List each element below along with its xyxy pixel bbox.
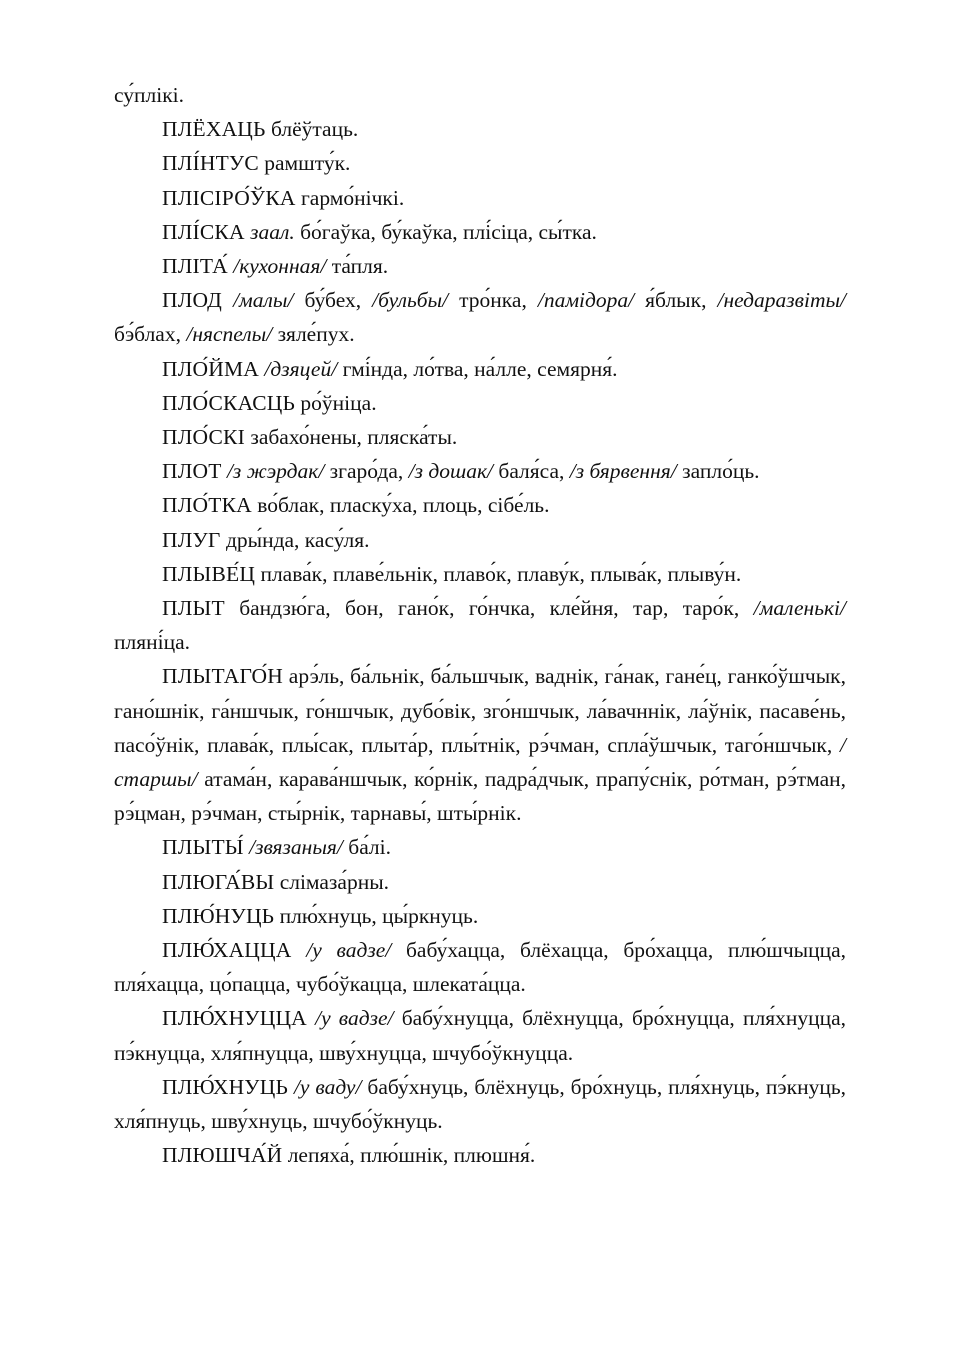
usage-note: /бульбы/ — [372, 288, 449, 313]
entry-headword: ПЛО́СКІ — [162, 425, 245, 450]
dictionary-entry — [114, 352, 846, 386]
dictionary-entry — [114, 488, 846, 522]
entry-headword: ПЛІТА́ — [162, 254, 228, 279]
usage-note: /малы/ — [233, 288, 294, 313]
usage-note: /у вадзе/ — [306, 938, 392, 963]
entry-text: та́пля. — [326, 254, 389, 279]
usage-note: /няспелы/ — [186, 322, 273, 347]
usage-note: заал. — [250, 219, 295, 244]
dictionary-entry — [114, 78, 846, 112]
dictionary-entry — [114, 249, 846, 283]
dictionary-entry — [114, 1070, 846, 1138]
entry-text: бу́бех, — [293, 288, 373, 313]
usage-note: /з жэрдак/ — [226, 459, 325, 484]
usage-note: /памідора/ — [537, 288, 635, 313]
entry-headword: ПЛЫТЫ́ — [162, 835, 244, 860]
entry-headword: ПЛЫТАГО́Н — [162, 664, 283, 689]
usage-note: /з бярвення/ — [569, 459, 677, 484]
dictionary-entry — [114, 865, 846, 899]
entry-text: рамшту́к. — [258, 151, 351, 176]
usage-note: /недаразвіты/ — [717, 288, 847, 313]
entry-text: згаро́да, — [324, 459, 409, 484]
dictionary-text — [114, 78, 846, 1173]
usage-note: /у вадзе/ — [315, 1006, 394, 1031]
entry-text: бабу́хнуць, блёхнуць, бро́хнуць, пля́хнуць, пэ́кнуць, хля́пнуць, шву́хнуць, шчубо́ўкнуць. — [114, 1074, 847, 1134]
entry-headword: ПЛЫВЕ́Ц — [162, 561, 256, 586]
entry-headword: ПЛІ́НТУС — [162, 151, 259, 176]
entry-text: бабу́хацца, блёхацца, бро́хацца, плю́шчыцца, пля́хацца, цо́пацца, чубо́ўкацца, шлеката́цца. — [114, 938, 847, 997]
dictionary-entry — [114, 146, 846, 180]
entry-text: забахо́нены, пляска́ты. — [244, 425, 458, 450]
entry-text: гармо́нічкі. — [295, 185, 405, 210]
entry-headword: ПЛО́ТКА — [162, 493, 252, 518]
dictionary-entry — [114, 523, 846, 557]
entry-headword: ПЛЮГА́ВЫ — [162, 869, 275, 894]
entry-text: ба́лі. — [342, 835, 391, 860]
entry-headword: ПЛО́ЙМА — [162, 356, 260, 381]
entry-text: баля́са, — [493, 459, 570, 484]
dictionary-entry — [114, 1138, 846, 1172]
entry-headword: ПЛЁХАЦЬ — [162, 117, 266, 142]
usage-note: /старшы/ — [114, 732, 846, 792]
usage-note: /звязаныя/ — [249, 835, 343, 860]
entry-text: бэ́блах, — [114, 322, 187, 347]
entry-headword: ПЛЮШЧА́Й — [162, 1143, 283, 1168]
entry-text — [222, 288, 233, 312]
dictionary-entry — [114, 933, 846, 1001]
usage-note: /маленькі/ — [753, 596, 846, 621]
entry-text: слімаза́рны. — [274, 869, 390, 894]
usage-note: /кухонная/ — [233, 254, 327, 279]
usage-note: /у ваду/ — [293, 1074, 362, 1099]
entry-headword: ПЛІСІРО́ЎКА — [162, 185, 296, 210]
dictionary-entry — [114, 899, 846, 933]
entry-headword: ПЛЮ́НУЦЬ — [162, 903, 275, 928]
entry-text: атама́н, карава́ншчык, ко́рнік, падра́дчык, прапу́снік, ро́тман, рэ́тман, рэ́цман, рэ́чман, сты́рнік, тарнавы́, шты́рнік. — [114, 767, 846, 826]
entry-text: лепяха́, плю́шнік, плюшня́. — [282, 1143, 536, 1168]
entry-headword: ПЛЮ́ХАЦЦА — [162, 938, 292, 963]
entry-headword: ПЛО́СКАСЦЬ — [162, 390, 296, 415]
entry-headword: ПЛІ́СКА — [162, 219, 245, 244]
entry-text: бабу́хнуцца, блёхнуцца, бро́хнуцца, пля́хнуцца, пэ́кнуцца, хля́пнуцца, шву́хнуцца, шчубо́ўкнуцца. — [114, 1006, 847, 1065]
entry-headword: ПЛЫТ — [162, 596, 225, 621]
entry-text: блёўтаць. — [265, 117, 359, 142]
entry-text: зяле́пух. — [272, 322, 355, 347]
entry-text: гмі́нда, ло́тва, на́лле, семярня́. — [337, 356, 618, 381]
entry-text: бандзю́га, бон, гано́к, го́нчка, кле́йня, тар, таро́к, — [224, 596, 754, 621]
usage-note: /дзяцей/ — [264, 356, 338, 381]
dictionary-entry — [114, 557, 846, 591]
entry-text: су́плікі. — [114, 83, 185, 107]
dictionary-entry — [114, 112, 846, 146]
entry-text — [292, 938, 307, 962]
entry-text: тро́нка, — [448, 288, 538, 313]
entry-text: бо́гаўка, бу́каўка, плі́сіца, сы́тка. — [294, 219, 597, 244]
entry-headword: ПЛОТ — [162, 459, 222, 484]
entry-text — [307, 1006, 315, 1030]
dictionary-entry — [114, 830, 846, 864]
dictionary-entry — [114, 386, 846, 420]
entry-headword: ПЛЮ́ХНУЦЬ — [162, 1074, 289, 1099]
entry-text: запло́ць. — [676, 459, 760, 484]
entry-headword: ПЛУГ — [162, 527, 221, 552]
entry-text: я́блык, — [634, 288, 718, 313]
dictionary-entry — [114, 591, 846, 659]
dictionary-entry — [114, 181, 846, 215]
usage-note: /з дошак/ — [408, 459, 494, 484]
dictionary-entry — [114, 659, 846, 830]
entry-text: пляні́ца. — [114, 630, 191, 655]
entry-text: арэ́ль, ба́льнік, ба́льшчык, ваднік, га́нак, гане́ц, ганко́ўшчык, гано́шнік, га́ншчык, го́ншчык, дубо́вік, зго́ншчык, ла́вачннік, ла́ўнік, пасаве́нь, пасо́ўнік, плава́к, плы́сак, плыта́р, плы́тнік, рэ́чман, спла́ўшчык, таго́ншчык, — [114, 664, 846, 757]
dictionary-entry — [114, 454, 846, 488]
entry-headword: ПЛЮ́ХНУЦЦА — [162, 1006, 307, 1031]
entry-headword: ПЛОД — [162, 288, 223, 313]
dictionary-entry — [114, 215, 846, 249]
entry-text: ро́ўніца. — [295, 390, 377, 415]
dictionary-entry — [114, 283, 846, 351]
entry-text: во́блак, пласку́ха, плоць, сібе́ль. — [251, 493, 550, 518]
entry-text: плава́к, плаве́льнік, плаво́к, плаву́к, плыва́к, плыву́н. — [255, 561, 742, 586]
dictionary-entry — [114, 420, 846, 454]
dictionary-entry — [114, 1001, 846, 1069]
entry-text: плю́хнуць, цы́ркнуць. — [274, 903, 479, 928]
entry-text: дры́нда, касу́ля. — [220, 527, 370, 552]
